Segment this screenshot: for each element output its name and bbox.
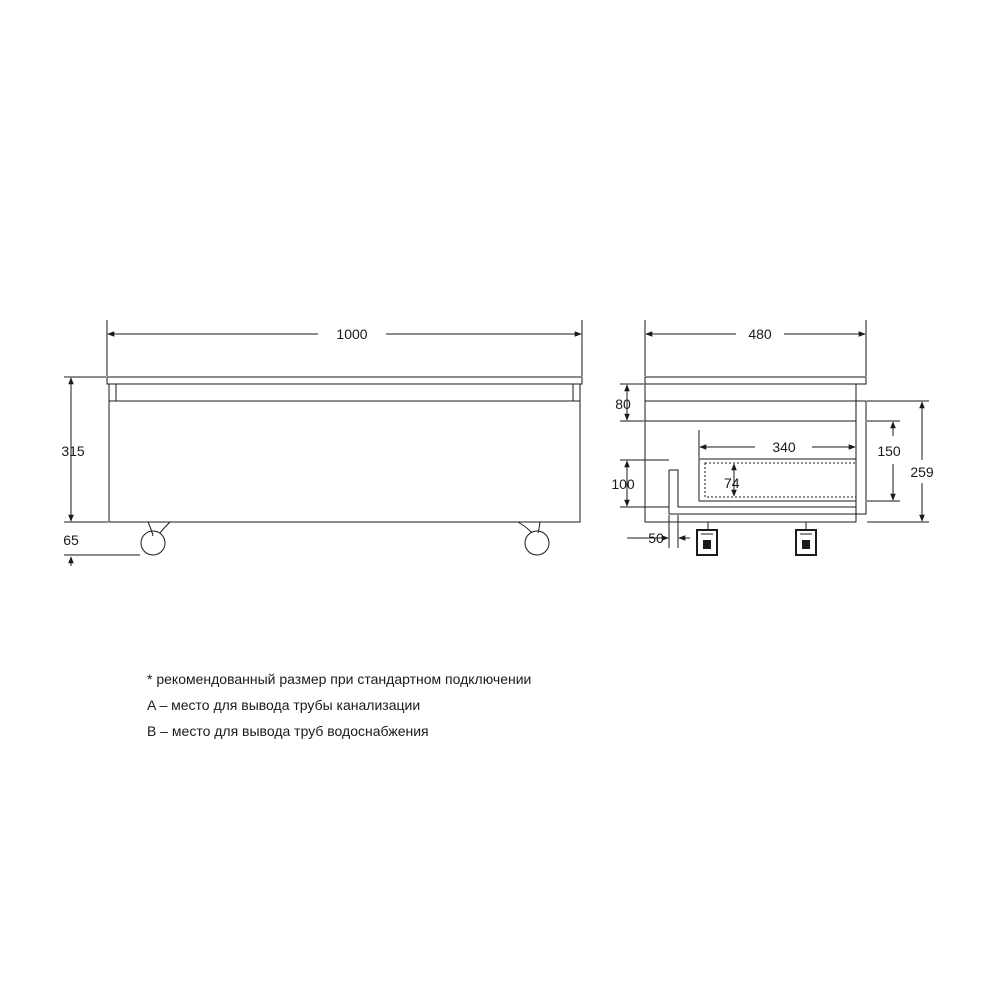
front-view (61, 320, 582, 566)
dim-wheel-height: 65 (63, 532, 79, 548)
note-recommended-size: * рекомендованный размер при стандартном подключении (147, 671, 532, 687)
dim-front-width: 1000 (336, 326, 368, 342)
note-water-supply: B – место для вывода труб водоснабжения (147, 723, 429, 739)
front-countertop (107, 377, 582, 384)
dim-wheel-offset: 50 (648, 530, 664, 546)
dim-front-height: 315 (61, 443, 85, 459)
dim-side-depth: 480 (748, 326, 772, 342)
dim-inner-size: 74 (724, 475, 740, 491)
dim-body-height: 259 (910, 464, 934, 480)
side-view (611, 320, 934, 555)
front-wheel-left (141, 522, 170, 555)
dim-drawer-height: 150 (877, 443, 901, 459)
note-drain-outlet: A – место для вывода трубы канализации (147, 697, 421, 713)
notes-block (147, 666, 531, 744)
side-drawer (699, 459, 856, 501)
front-cabinet-body (109, 384, 580, 522)
dim-top-thickness: 80 (615, 396, 631, 412)
dim-drawer-depth: 340 (772, 439, 796, 455)
dim-inner-height: 100 (611, 476, 635, 492)
side-countertop (645, 377, 866, 384)
side-wheel-right (796, 522, 816, 555)
side-wheel-left (697, 522, 717, 555)
front-wheel-right (518, 522, 549, 555)
side-back-panel (856, 401, 866, 514)
